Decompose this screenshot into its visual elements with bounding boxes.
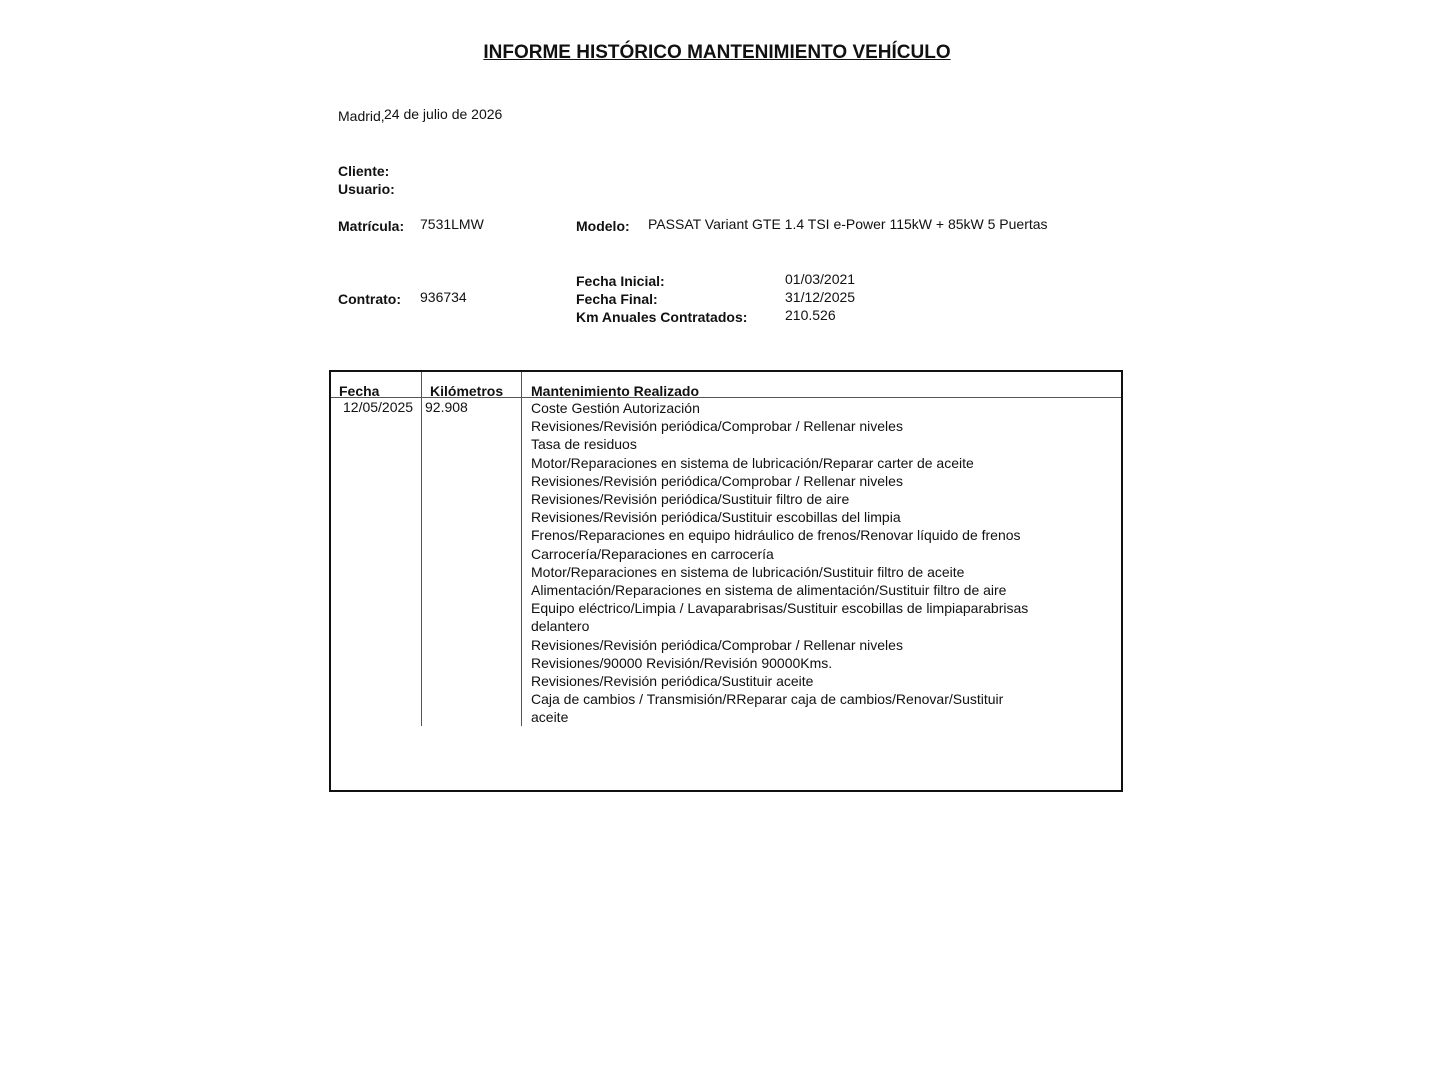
page-title: INFORME HISTÓRICO MANTENIMIENTO VEHÍCULO	[483, 42, 951, 63]
list-item: Motor/Reparaciones en sistema de lubricación/Sustituir filtro de aceite	[531, 563, 965, 580]
maintenance-items	[531, 399, 1031, 727]
modelo-value: PASSAT Variant GTE 1.4 TSI e-Power 115kW + 85kW 5 Puertas	[648, 216, 1048, 232]
maintenance-table	[329, 370, 1123, 792]
header-fecha: Fecha	[339, 383, 380, 399]
list-item: Caja de cambios / Transmisión/RReparar caja de cambios/Renovar/Sustituir aceite	[531, 691, 1004, 726]
list-item: Tasa de residuos	[531, 436, 637, 453]
usuario-label: Usuario:	[338, 181, 395, 197]
fecha-final-value: 31/12/2025	[785, 289, 856, 305]
fecha-final-label: Fecha Final:	[576, 291, 658, 307]
list-item: Revisiones/Revisión periódica/Comprobar / Rellenar niveles	[531, 472, 903, 489]
km-anuales-label: Km Anuales Contratados:	[576, 309, 748, 325]
report-date: 24 de julio de 2026	[384, 106, 503, 122]
list-item: Equipo eléctrico/Limpia / Lavaparabrisas/Sustituir escobillas de limpiaparabrisas delantero	[531, 600, 1029, 635]
modelo-label: Modelo:	[576, 218, 630, 234]
row-km: 92.908	[425, 399, 468, 415]
list-item: Frenos/Reparaciones en equipo hidráulico de frenos/Renovar líquido de frenos	[531, 527, 1021, 544]
list-item: Revisiones/Revisión periódica/Comprobar / Rellenar niveles	[531, 418, 903, 435]
list-item: Motor/Reparaciones en sistema de lubricación/Reparar carter de aceite	[531, 454, 974, 471]
place-label: Madrid,	[338, 108, 385, 124]
contrato-value: 936734	[420, 289, 467, 305]
column-divider-2	[521, 372, 522, 726]
cliente-label: Cliente:	[338, 163, 390, 179]
list-item: Coste Gestión Autorización	[531, 400, 700, 416]
list-item: Carrocería/Reparaciones en carrocería	[531, 545, 774, 562]
list-item: Revisiones/Revisión periódica/Comprobar / Rellenar niveles	[531, 636, 903, 653]
list-item: Revisiones/Revisión periódica/Sustituir escobillas del limpia	[531, 509, 901, 526]
fecha-inicial-value: 01/03/2021	[785, 271, 856, 287]
header-kilometros: Kilómetros	[430, 383, 504, 399]
row-fecha: 12/05/2025	[343, 399, 414, 415]
km-anuales-value: 210.526	[785, 307, 836, 323]
list-item: Revisiones/Revisión periódica/Sustituir filtro de aire	[531, 491, 850, 508]
column-divider-1	[421, 372, 422, 726]
matricula-label: Matrícula:	[338, 218, 405, 234]
header-mantenimiento: Mantenimiento Realizado	[531, 383, 700, 399]
fecha-inicial-label: Fecha Inicial:	[576, 273, 665, 289]
list-item: Revisiones/Revisión periódica/Sustituir aceite	[531, 673, 814, 690]
list-item: Revisiones/90000 Revisión/Revisión 90000Kms.	[531, 654, 833, 671]
contrato-label: Contrato:	[338, 291, 401, 307]
list-item: Alimentación/Reparaciones en sistema de alimentación/Sustituir filtro de aire	[531, 582, 1007, 599]
matricula-value: 7531LMW	[420, 216, 484, 232]
